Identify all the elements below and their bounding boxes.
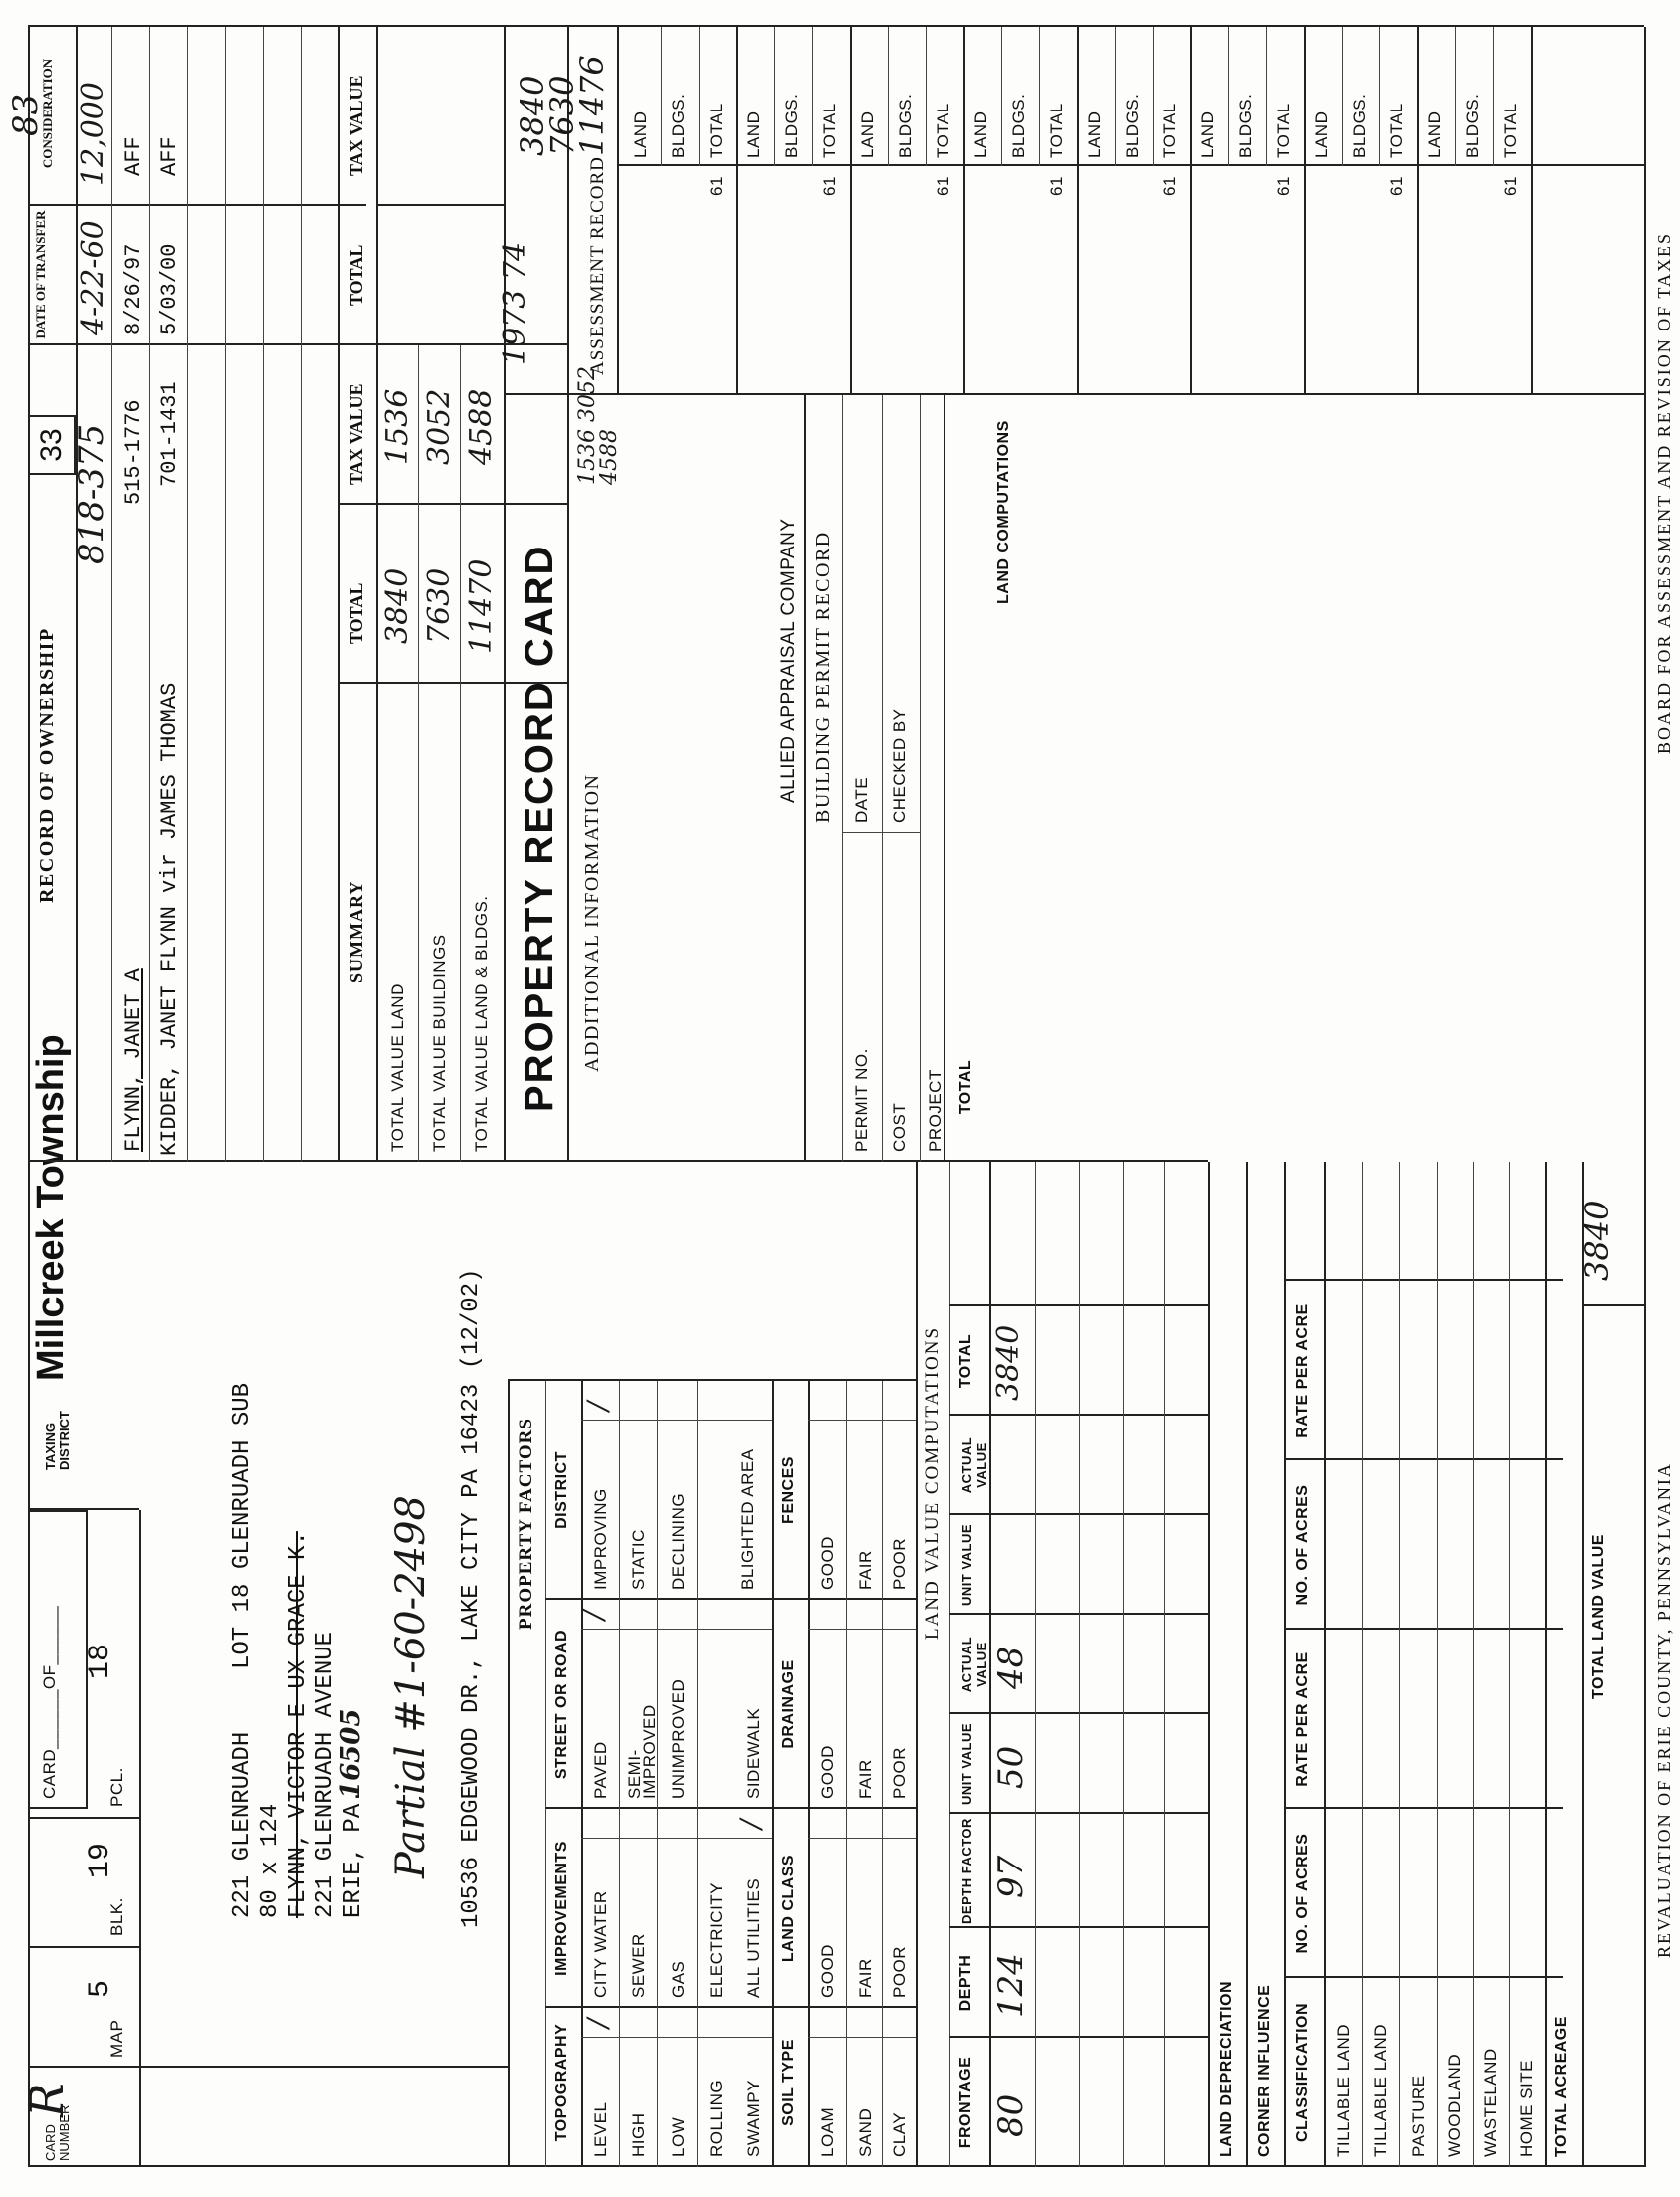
soil-sand: SAND	[856, 2107, 875, 2157]
topo-high: HIGH	[629, 2112, 648, 2157]
summary-land-total: 3840	[380, 567, 415, 644]
ownership-title: RECORD OF OWNERSHIP	[36, 627, 58, 903]
acre-rate-header: RATE PER ACRE	[1294, 1651, 1311, 1787]
summary-total-header: TOTAL	[346, 582, 366, 644]
acre-no-acres-header: NO. OF ACRES	[1294, 1833, 1311, 1954]
total-acreage-label: TOTAL ACREAGE	[1553, 2016, 1570, 2157]
ownership-date-3: 5/03/00	[157, 243, 182, 335]
assessment-row-label: LAND	[1312, 110, 1331, 158]
lv-unit-value2-header: UNIT VALUE	[959, 1523, 974, 1607]
mailing-address: 10536 EDGEWOOD DR., LAKE CITY PA 16423 (12/02)	[458, 1268, 485, 1928]
check-all-utilities: /	[735, 1819, 767, 1829]
assessment-row-label: TOTAL	[1047, 103, 1066, 158]
assessment-row-label: TOTAL	[1501, 103, 1520, 158]
street-header: STREET OR ROAD	[553, 1629, 570, 1780]
district-header: DISTRICT	[553, 1451, 570, 1529]
page-number: 83	[6, 93, 46, 136]
assessment-total-header: TOTAL	[346, 244, 366, 306]
improvements-header: IMPROVEMENTS	[553, 1841, 570, 1976]
ownership-consideration-3: AFF	[157, 136, 182, 176]
class-home-site: HOME SITE	[1517, 2059, 1536, 2157]
assessment-row-label: LAND	[1085, 110, 1104, 158]
ownership-owner-3: KIDDER, JANET FLYNN vir JAMES THOMAS	[157, 682, 182, 1156]
assessment-row-label: BLDGS.	[669, 93, 688, 158]
landclass-fair: FAIR	[856, 1958, 875, 1998]
land-class-header: LAND CLASS	[780, 1854, 797, 1963]
assessment-year-prefix: 61	[1274, 176, 1293, 196]
summary-buildings-label: TOTAL VALUE BUILDINGS	[430, 934, 449, 1152]
district-improving: IMPROVING	[591, 1488, 610, 1590]
soil-clay: CLAY	[890, 2111, 909, 2157]
assessment-year-prefix: 61	[1501, 176, 1520, 196]
lv-actual-value2-header: ACTUAL VALUE	[959, 1436, 989, 1494]
permit-cost-label: COST	[890, 1102, 909, 1152]
street-sidewalk: SIDEWALK	[744, 1707, 763, 1799]
land-depreciation-label: LAND DEPRECIATION	[1218, 1980, 1235, 2157]
drainage-fair: FAIR	[856, 1759, 875, 1799]
impr-gas: GAS	[669, 1960, 688, 1998]
impr-electricity: ELECTRICITY	[707, 1881, 726, 1998]
drainage-header: DRAINAGE	[780, 1659, 797, 1749]
assessment-year-prefix: 61	[707, 176, 726, 196]
topography-header: TOPOGRAPHY	[553, 2023, 570, 2142]
blk-label: BLK.	[107, 1897, 126, 1936]
permit-title: BUILDING PERMIT RECORD	[812, 531, 834, 823]
district-static: STATIC	[629, 1529, 648, 1590]
lv-total-header: TOTAL	[957, 1333, 974, 1389]
check-level: /	[581, 2018, 614, 2028]
owner-city: ERIE, PA.	[340, 1789, 367, 1918]
ownership-deed-2: 515-1776	[121, 399, 146, 505]
lv-total: 3840	[991, 1324, 1026, 1401]
card-of-label: CARD______OF______	[40, 1605, 59, 1799]
assessment-row-label: TOTAL	[1387, 103, 1406, 158]
card-number-value: R	[20, 2083, 74, 2117]
fences-header: FENCES	[780, 1456, 797, 1524]
assessment-year-prefix: 61	[934, 176, 952, 196]
map-label: MAP	[107, 2019, 126, 2058]
assessment-year-prefix: 61	[1160, 176, 1179, 196]
permit-checked-label: CHECKED BY	[890, 708, 909, 823]
summary-total-label: TOTAL VALUE LAND & BLDGS.	[472, 895, 491, 1152]
ownership-consideration-1: 12,000	[76, 82, 110, 186]
total-land-value: 3840	[1578, 1200, 1616, 1281]
assessment-row-label: LAND	[1198, 110, 1217, 158]
lot-description: LOT 18 GLENRUADH SUB	[229, 1382, 256, 1669]
class-tillable-2: TILLABLE LAND	[1371, 2023, 1390, 2157]
impr-sewer: SEWER	[629, 1933, 648, 1998]
acre-rate2-header: RATE PER ACRE	[1294, 1303, 1311, 1438]
check-paved: /	[577, 1610, 610, 1620]
owner-address: 221 GLENRUADH AVENUE	[313, 1631, 339, 1918]
summary-tax-header: TAX VALUE	[346, 383, 366, 485]
handwritten-zip: 16505	[336, 1708, 366, 1799]
assessment-year-prefix: 61	[820, 176, 839, 196]
appraisal-company: ALLIED APPRAISAL COMPANY	[778, 518, 799, 803]
ownership-owner-2: FLYNN, JANET A	[121, 968, 146, 1152]
permit-no-label: PERMIT NO.	[852, 1048, 871, 1152]
handwritten-tax-notes: 1536 3052 4588	[575, 366, 622, 485]
summary-land-label: TOTAL VALUE LAND	[388, 983, 407, 1152]
lv-actual-value: 48	[991, 1646, 1031, 1689]
assessment-title: ASSESSMENT RECORD	[587, 156, 608, 375]
consideration-header: CONSIDERATION	[40, 58, 55, 169]
landclass-poor: POOR	[890, 1945, 909, 1998]
acre-classification-header: CLASSIFICATION	[1294, 2002, 1311, 2143]
impr-city-water: CITY WATER	[591, 1890, 610, 1998]
struck-owner: FLYNN, VICTOR E UX GRACE K.	[285, 1531, 312, 1918]
topo-swampy: SWAMPY	[744, 2080, 763, 2157]
street-semi-improved: SEMI-IMPROVED	[625, 1704, 659, 1799]
assessment-row-label: BLDGS.	[1123, 93, 1142, 158]
street-unimproved: UNIMPROVED	[669, 1678, 688, 1799]
ownership-deed-3: 701-1431	[157, 381, 182, 487]
map-value: 5	[84, 1979, 117, 1998]
pcl-label: PCL.	[107, 1767, 126, 1807]
permit-project-label: PROJECT	[926, 1069, 945, 1152]
lv-frontage: 80	[991, 2093, 1031, 2137]
assessment-year-prefix: 61	[1387, 176, 1406, 196]
assessment-row-label: TOTAL	[1160, 103, 1179, 158]
lv-depth-header: DEPTH	[957, 1954, 974, 2012]
check-improving: /	[581, 1401, 614, 1411]
assessment-year-prefix: 61	[1047, 176, 1066, 196]
assessment-row-label: BLDGS.	[1009, 93, 1028, 158]
taxing-district-value: Millcreek Township	[30, 1034, 72, 1381]
assessment-row-label: LAND	[971, 110, 990, 158]
assessment-row-label: BLDGS.	[896, 93, 915, 158]
assessment-row-label: BLDGS.	[782, 93, 801, 158]
lot-dimensions: 80 x 124	[257, 1803, 284, 1918]
lv-actual-value-header: ACTUAL VALUE	[959, 1636, 989, 1693]
additional-info-label: ADDITIONAL INFORMATION	[581, 773, 603, 1072]
lv-unit-value: 50	[991, 1745, 1031, 1789]
assessment-row-label: TOTAL	[707, 103, 726, 158]
permit-date-label: DATE	[852, 776, 871, 823]
assessment-row-label: TOTAL	[1274, 103, 1293, 158]
summary-total-tax: 4588	[464, 388, 499, 465]
lv-total2-header: TOTAL	[957, 1059, 974, 1115]
summary-buildings-total: 7630	[422, 567, 457, 644]
summary-land-tax: 1536	[380, 388, 415, 465]
lv-depth: 124	[991, 1953, 1031, 2018]
district-blighted: BLIGHTED AREA	[738, 1448, 757, 1590]
card-title: PROPERTY RECORD CARD	[518, 544, 561, 1112]
street-paved: PAVED	[591, 1741, 610, 1799]
corner-influence-label: CORNER INFLUENCE	[1256, 1984, 1273, 2157]
lv-depth-factor: 97	[991, 1855, 1031, 1898]
class-woodland: WOODLAND	[1445, 2053, 1464, 2157]
ownership-date-2: 8/26/97	[121, 243, 146, 335]
lv-unit-value-header: UNIT VALUE	[959, 1722, 974, 1806]
ownership-consideration-2: AFF	[121, 136, 146, 176]
assessment-row-label: LAND	[744, 110, 763, 158]
summary-title: SUMMARY	[346, 880, 366, 983]
assessment-tax-header: TAX VALUE	[346, 75, 366, 176]
total-land-value-label: TOTAL LAND VALUE	[1590, 1534, 1607, 1699]
fences-poor: POOR	[890, 1537, 909, 1590]
district-declining: DECLINING	[669, 1492, 688, 1590]
pcl-value: 18	[84, 1643, 117, 1679]
card-of-box	[28, 1510, 88, 1809]
drainage-poor: POOR	[890, 1746, 909, 1799]
impr-all-utilities: ALL UTILITIES	[744, 1877, 763, 1998]
assessment-row-label: BLDGS.	[1236, 93, 1255, 158]
assessment-row-label: LAND	[858, 110, 877, 158]
lv-depth-factor-header: DEPTH FACTOR	[959, 1818, 974, 1924]
card-box-number: 33	[28, 415, 76, 475]
footer-right: BOARD FOR ASSESSMENT AND REVISION OF TAXES	[1654, 232, 1674, 754]
assessment-row-label: LAND	[631, 110, 650, 158]
taxing-district-label: TAXING DISTRICT	[43, 1411, 72, 1470]
fences-fair: FAIR	[856, 1550, 875, 1590]
topo-level: LEVEL	[591, 2101, 610, 2157]
assessment-years: 1973 74	[498, 241, 532, 365]
property-factors-title: PROPERTY FACTORS	[516, 1418, 536, 1630]
class-pasture: PASTURE	[1409, 2075, 1428, 2157]
soil-loam: LOAM	[818, 2106, 837, 2157]
assessment-row-label: LAND	[1425, 110, 1444, 158]
landclass-good: GOOD	[818, 1944, 837, 1998]
property-address: 221 GLENRUADH	[229, 1731, 256, 1918]
topo-low: LOW	[669, 2116, 688, 2157]
fences-good: GOOD	[818, 1536, 837, 1590]
assessment-row-label: TOTAL	[820, 103, 839, 158]
assessment-row-label: BLDGS.	[1463, 93, 1482, 158]
footer-left: REVALUATION OF ERIE COUNTY, PENNSYLVANIA	[1654, 1462, 1674, 1958]
assessment-handwritten-values: 3840 7630 11476	[514, 55, 611, 156]
drainage-good: GOOD	[818, 1745, 837, 1799]
land-value-title: LAND VALUE COMPUTATIONS	[922, 1325, 943, 1640]
topo-rolling: ROLLING	[707, 2079, 726, 2157]
summary-total-total: 11470	[464, 558, 499, 654]
ownership-date-1: 4-22-60	[76, 220, 110, 335]
assessment-row-label: BLDGS.	[1350, 93, 1368, 158]
handwritten-partial-note: Partial #1-60-2498	[388, 1495, 434, 1878]
soil-type-header: SOIL TYPE	[780, 2039, 797, 2126]
summary-buildings-tax: 3052	[422, 388, 457, 465]
transfer-date-header: DATE OF TRANSFER	[33, 210, 48, 339]
acre-no-acres2-header: NO. OF ACRES	[1294, 1484, 1311, 1606]
blk-value: 19	[84, 1842, 117, 1878]
ownership-deed-1: 818-375	[72, 423, 111, 564]
assessment-row-label: TOTAL	[934, 103, 952, 158]
class-wasteland: WASTELAND	[1481, 2048, 1500, 2157]
lv-frontage-header: FRONTAGE	[957, 2056, 974, 2149]
class-tillable-1: TILLABLE LAND	[1334, 2023, 1353, 2157]
land-computations-label: LAND COMPUTATIONS	[995, 420, 1012, 604]
card-number-label: CARD NUMBER	[43, 2104, 72, 2161]
